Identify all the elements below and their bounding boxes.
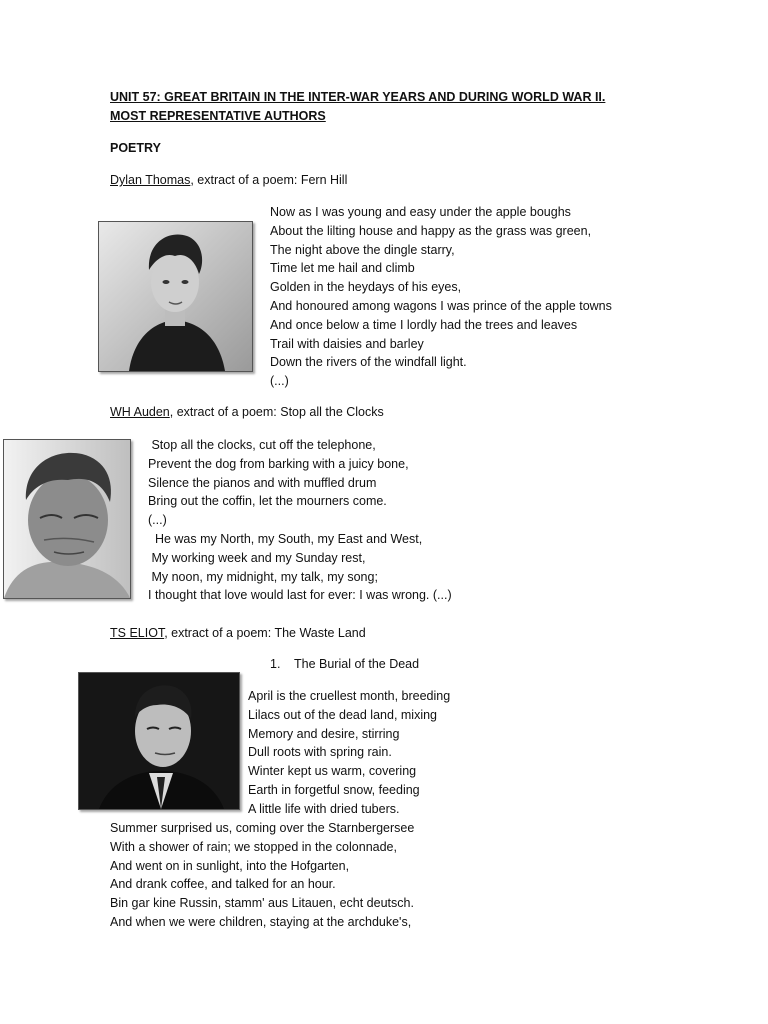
poem-line: Time let me hail and climb [270,261,415,276]
poem-line: Summer surprised us, coming over the Starnbergersee [110,821,415,835]
poem-line: My noon, my midnight, my talk, my song; [148,569,378,584]
poem-line: And went on in sunlight, into the Hofgarten, [110,858,350,873]
author-name: TS ELIOT [110,626,165,640]
poem-line: Golden in the heydays of his eyes, [270,280,462,295]
poem-title: Fern Hill [300,173,348,187]
poem-stop-all-the-clocks [148,436,452,605]
poem-line: And once below a time I lordly had the trees and leaves [270,317,578,332]
extract-label: , extract of a poem: [169,405,281,419]
author-name: WH Auden [110,405,170,419]
unit-title-line-2: MOST REPRESENTATIVE AUTHORS [110,109,326,123]
poem-line: Silence the pianos and with muffled drum [148,475,377,490]
portrait-photo-dylan-thomas [98,221,253,372]
poem-line: Winter kept us warm, covering [248,764,417,779]
poem-line: A little life with dried tubers. [248,801,400,816]
unit-title-line-1: UNIT 57: GREAT BRITAIN IN THE INTER-WAR YEARS AND DURING WORLD WAR II. [110,90,606,104]
poem-line: Bin gar kine Russin, stamm' aus Litauen, echt deutsch. [110,896,414,911]
poem-line: Memory and desire, stirring [248,726,400,741]
unit-title [110,88,605,126]
poem-line: And drank coffee, and talked for an hour. [110,877,336,892]
poem-line: And honoured among wagons I was prince of the apple towns [270,298,612,313]
poem-line: Stop all the clocks, cut off the telephone, [148,438,376,452]
poem-title: Stop all the Clocks [280,405,384,419]
poem-line: Now as I was young and easy under the apple boughs [270,205,571,219]
portrait-photo-wh-auden [3,439,131,599]
poem-line: Down the rivers of the windfall light. [270,355,467,370]
poem-title: The Waste Land [274,626,366,640]
portrait-photo-ts-eliot [78,672,240,810]
poem-line: I thought that love would last for ever: I was wrong. (...) [148,588,452,603]
poem-part-heading [270,657,419,671]
poem-line: Dull roots with spring rain. [248,745,392,760]
part-number: 1. [270,657,281,671]
poem-line: (...) [148,513,167,528]
extract-label: , extract of a poem: [164,626,275,640]
poem-line: The night above the dingle starry, [270,242,455,257]
poem-line: He was my North, my South, my East and West, [148,531,423,546]
poem-line: About the lilting house and happy as the grass was green, [270,223,592,238]
poem-line: Earth in forgetful snow, feeding [248,782,420,797]
author-heading-ts-eliot [110,626,366,640]
author-heading-wh-auden [110,405,384,419]
poem-line: Lilacs out of the dead land, mixing [248,707,438,722]
poem-waste-land-indented [248,687,450,819]
author-heading-dylan-thomas [110,173,347,187]
poem-waste-land-full [110,819,414,932]
poem-line: Bring out the coffin, let the mourners come. [148,494,387,509]
part-title: The Burial of the Dead [294,657,420,671]
poem-line: April is the cruellest month, breeding [248,689,451,703]
poem-line: Prevent the dog from barking with a juicy bone, [148,456,409,471]
poem-line: My working week and my Sunday rest, [148,550,366,565]
poem-line: With a shower of rain; we stopped in the colonnade, [110,839,397,854]
extract-label: , extract of a poem: [190,173,301,187]
section-heading-poetry: POETRY [110,141,161,155]
author-name: Dylan Thomas [110,173,191,187]
poem-fern-hill [270,203,612,391]
poem-line: And when we were children, staying at the archduke's, [110,914,412,929]
poem-line: Trail with daisies and barley [270,336,424,351]
poem-line: (...) [270,374,289,389]
